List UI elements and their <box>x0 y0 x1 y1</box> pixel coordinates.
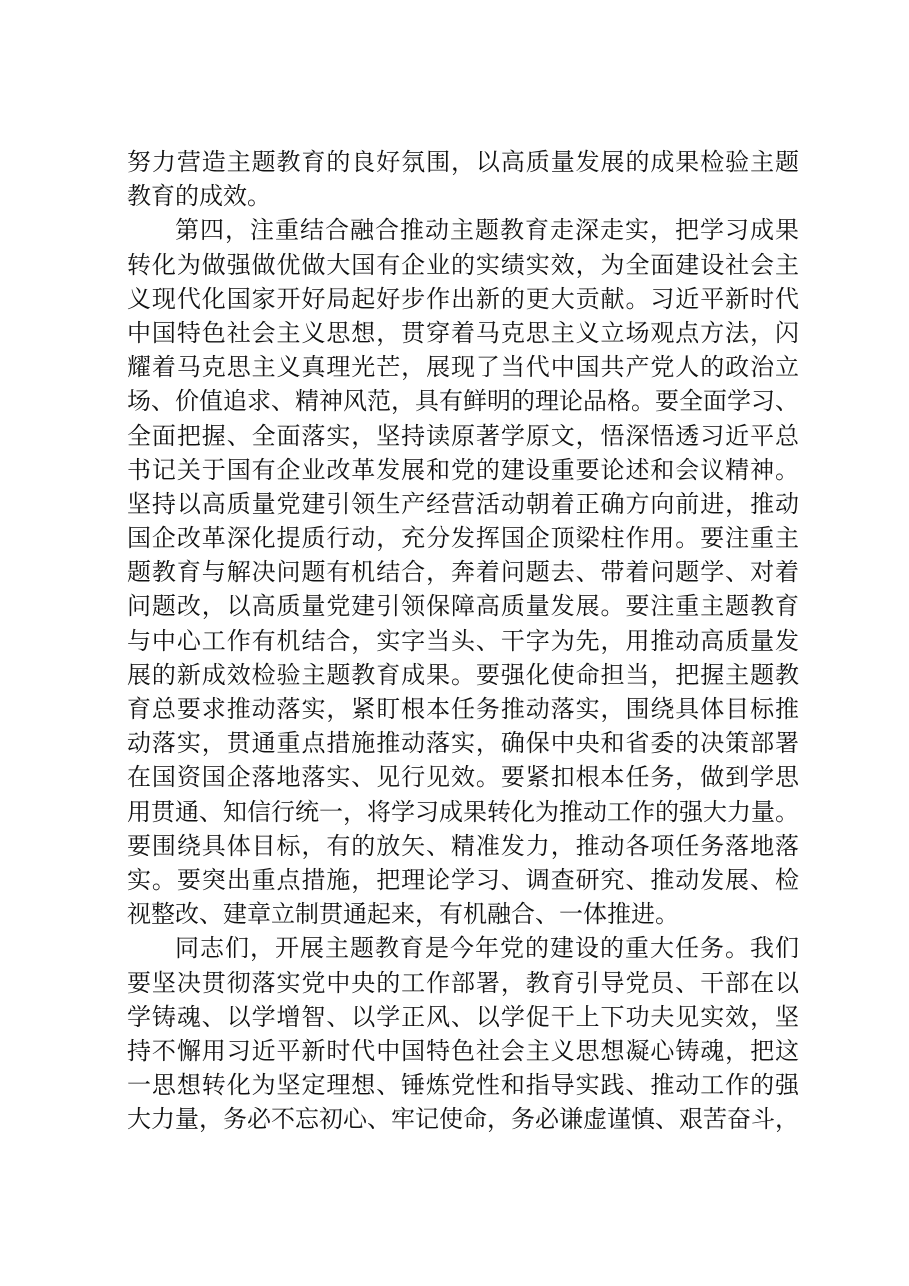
text-line: 视整改、建章立制贯通起来，有机融合、一体推进。 <box>127 900 679 929</box>
text-line: 在国资国企落地落实、见行见效。要紧扣根本任务，做到学思 <box>127 763 799 792</box>
text-line: 全面把握、全面落实，坚持读原著学原文，悟深悟透习近平总 <box>127 421 799 450</box>
text-line: 与中心工作有机结合，实字当头、干字为先，用推动高质量发 <box>127 626 799 655</box>
text-line: 第四，注重结合融合推动主题教育走深走实，把学习成果 <box>175 216 799 245</box>
text-line: 要坚决贯彻落实党中央的工作部署，教育引导党员、干部在以 <box>127 968 799 997</box>
text-line: 用贯通、知信行统一，将学习成果转化为推动工作的强大力量。 <box>127 797 799 826</box>
text-line: 努力营造主题教育的良好氛围，以高质量发展的成果检验主题 <box>127 148 799 176</box>
text-line: 耀着马克思主义真理光芒，展现了当代中国共产党人的政治立 <box>127 353 799 382</box>
text-line: 题教育与解决问题有机结合，奔着问题去、带着问题学、对着 <box>127 558 799 587</box>
paragraph <box>127 213 799 931</box>
text-line: 展的新成效检验主题教育成果。要强化使命担当，把握主题教 <box>127 660 799 689</box>
text-line: 国企改革深化提质行动，充分发挥国企顶梁柱作用。要注重主 <box>127 524 799 553</box>
text-line: 义现代化国家开好局起好步作出新的更大贡献。习近平新时代 <box>127 284 799 313</box>
text-line: 场、价值追求、精神风范，具有鲜明的理论品格。要全面学习、 <box>127 387 799 416</box>
text-line: 中国特色社会主义思想，贯穿着马克思主义立场观点方法，闪 <box>127 318 799 347</box>
text-line: 动落实，贯通重点措施推动落实，确保中央和省委的决策部署 <box>127 729 799 758</box>
text-line: 一思想转化为坚定理想、锤炼党性和指导实践、推动工作的强 <box>127 1071 799 1100</box>
text-line: 育总要求推动落实，紧盯根本任务推动落实，围绕具体目标推 <box>127 695 799 723</box>
paragraph <box>127 145 799 213</box>
text-line: 坚持以高质量党建引领生产经营活动朝着正确方向前进，推动 <box>127 489 799 518</box>
text-line: 书记关于国有企业改革发展和党的建设重要论述和会议精神。 <box>127 455 799 484</box>
text-line: 同志们，开展主题教育是今年党的建设的重大任务。我们 <box>175 934 799 963</box>
text-line: 持不懈用习近平新时代中国特色社会主义思想凝心铸魂，把这 <box>127 1036 799 1065</box>
text-line: 要围绕具体目标，有的放矢、精准发力，推动各项任务落地落 <box>127 831 799 860</box>
text-line: 教育的成效。 <box>127 182 271 211</box>
text-line: 大力量，务必不忘初心、牢记使命，务必谦虚谨慎、艰苦奋斗， <box>127 1105 799 1134</box>
text-line: 问题改，以高质量党建引领保障高质量发展。要注重主题教育 <box>127 592 799 621</box>
document-body <box>127 145 799 1136</box>
text-line: 转化为做强做优做大国有企业的实绩实效，为全面建设社会主 <box>127 250 799 279</box>
paragraph <box>127 931 799 1136</box>
text-line: 学铸魂、以学增智、以学正风、以学促干上下功夫见实效，坚 <box>127 1002 799 1031</box>
text-line: 实。要突出重点措施，把理论学习、调查研究、推动发展、检 <box>127 865 799 894</box>
